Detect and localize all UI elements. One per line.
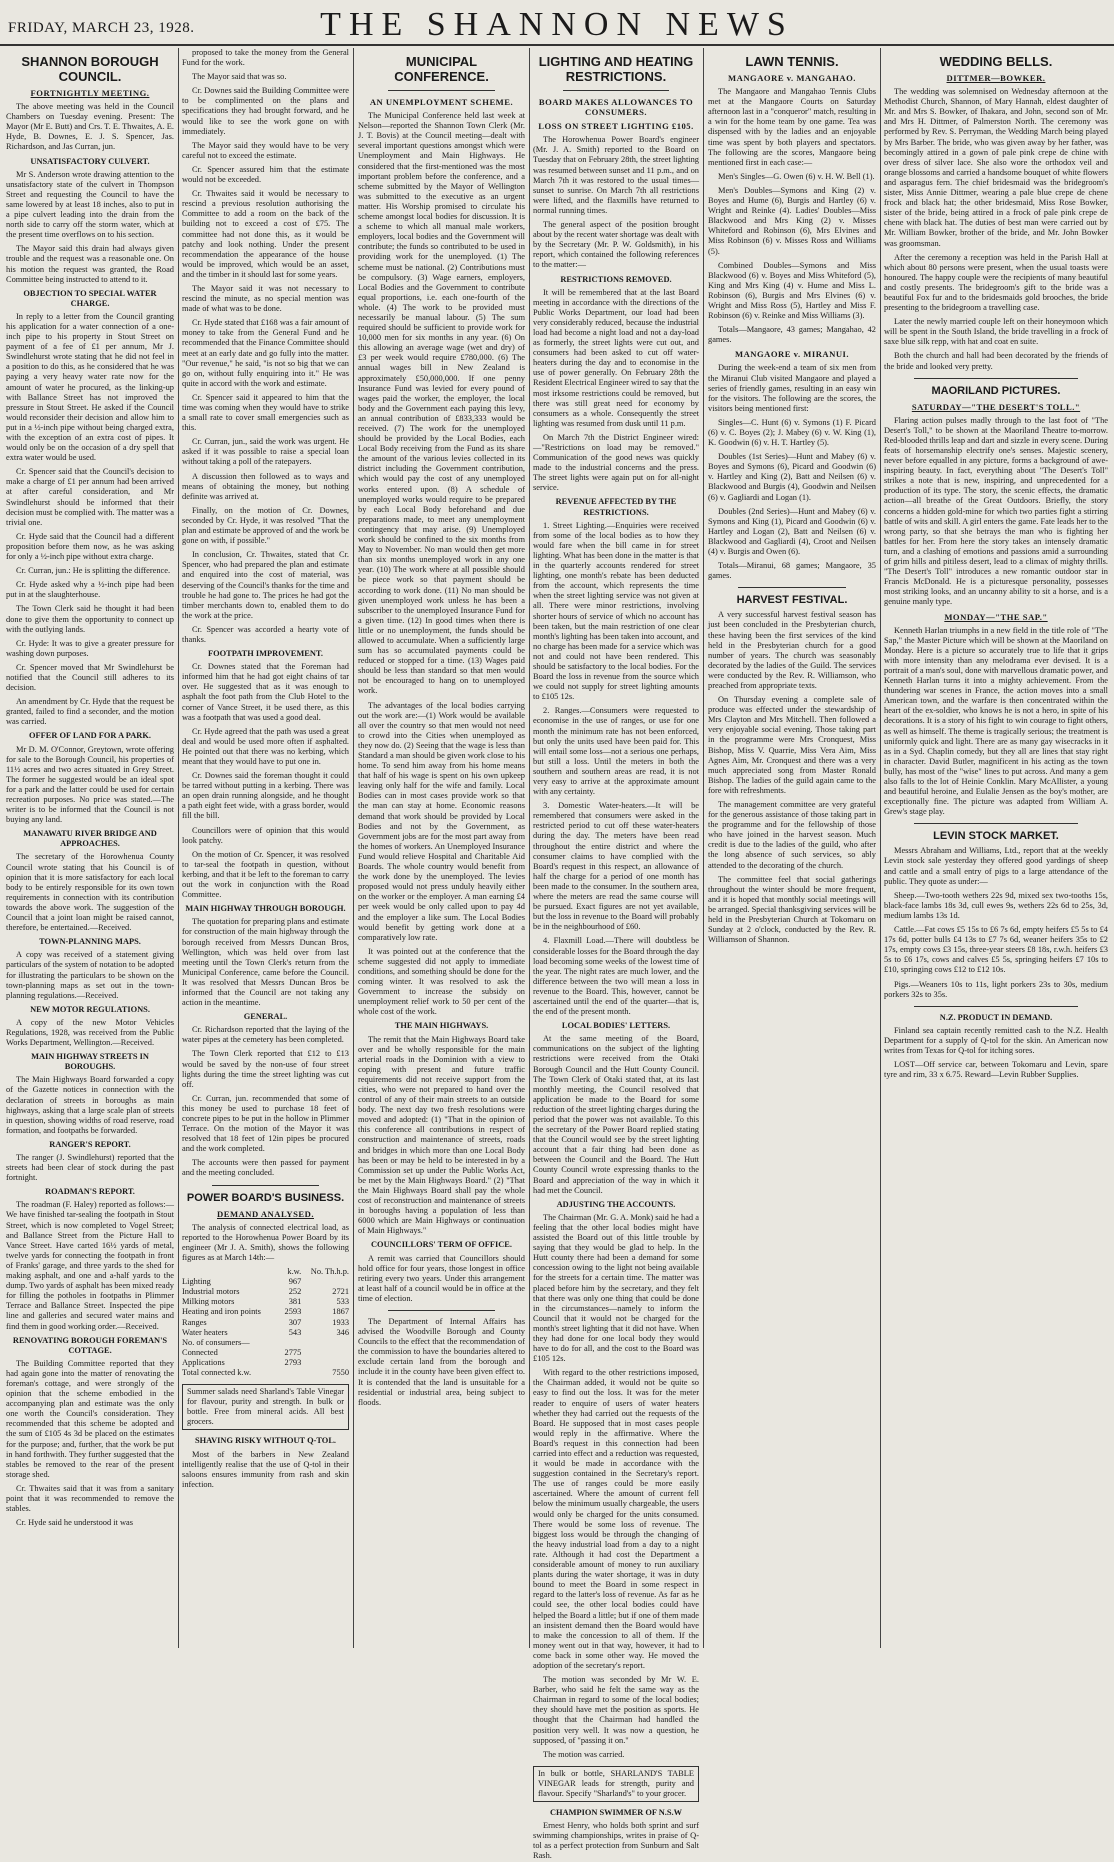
- article-subhead: LOSS ON STREET LIGHTING £105.: [538, 121, 694, 132]
- paragraph: Sheep.—Two-tooth wethers 22s 9d, mixed sex two-tooths 15s, black-face lambs 18s 3d, cull ewes 9s, wethers 22s 6d to 25s, 3d, medium lambs 13s 1d.: [884, 890, 1108, 920]
- paragraph: Totals—Mangaore, 43 games; Mangahao, 42 games.: [708, 325, 876, 345]
- paragraph: Mr D. M. O'Connor, Greytown, wrote offering for sale to the Borough Council, his properties of 11½ acres and two acres situated in Grey Street. The former he suggested would be an ideal spot for a park and the latter could be used for certain recreation purposes. No price was stated.—The writer is to be informed that the Council is not buying any land.: [6, 744, 174, 825]
- paragraph: Cr. Thwaites said it would be necessary to rescind a previous resolution authorising the Committee to add a room on the back of the building not to exceed a cost of £75. The committee had not done this, as it would be patchy and look nothing. Under the present recommendation the appearance of the house would be improved, which would be an asset, and the timber in it should last for some years.: [182, 189, 349, 279]
- paragraph: Cr. Downes stated that the Foreman had informed him that he had got eight chains of tar over. He suggested that as it was enough to asphalt the foot path from the Club Hotel to the corner of Vance Street, it be used there, as this was a footpath that was used a good deal.: [182, 662, 349, 722]
- paragraph: Kenneth Harlan triumphs in a new field in the title role of "The Sap," the Master Picture which will be shown at the Maoriland on Monday. Here is a picture so accurately true to life that it grips with more intensity than any melodrama ever devised. It is a portrait of a man's soul, done with marvellous dramatic power, and Kenneth Harlan turns it into a mighty achievement. From the thundering war scenes in France, the action moves into a small American town, and the warfare is then concentrated within the heart of the ex-soldier, who knows he is not a hero, in spite of his decorations. It is a story of his fight to win courage to fight others, as well as himself. The theme is tragically serious; the treatment is uniformly quick and light. There are as many gay wisecracks in it as in a Syd. Chaplin comedy, but they all are lines that stay right in character. David Butler, magnificent in his acting as the town bully, has most of the "wise" lines to put across. And many a gem also falls to the lot of Heinie Conklin. Mary McAllister, a young and beautiful heroine, and Eulalie Jensen as the boy's mother, are exceptionally fine. The picture was adapted from William A. Grew's stage play.: [884, 625, 1108, 817]
- paragraph: It was pointed out at the conference that the scheme suggested did not apply to immediate conditions, and something should be done for the coming winter. It was resolved to ask the Government to increase the subsidy on unemployment relief work to 50 per cent of the whole cost of the work.: [358, 946, 525, 1017]
- paragraph: During the week-end a team of six men from the Miranui Club visited Mangaore and played a series of friendly games, resulting in an easy win for the visitors. The following are the scores, the visitors being mentioned first:: [708, 363, 876, 413]
- divider: [914, 1006, 1078, 1007]
- paragraph: In reply to a letter from the Council granting his application for a water connection of a one-inch pipe to his property in Stout Street on payment of a fee of £1 per annum, Mr J. Swindlehurst wrote stating that he did not feel in a position to do this, as he considered that he was paying a very heavy water rate now for the amount of water he procured, as the linking-up with Ballance Street has not improved the pressure in Stout Street. He asked if the Council would reconsider their decision and allow him to put in a ½-inch pipe without being charged extra, with the exception of an extra cost of pipes. It would only be on the occasion of a dry spell that extra water would be used.: [6, 311, 174, 463]
- section-heading: NEW MOTOR REGULATIONS.: [30, 1004, 150, 1014]
- article-headline: POWER BOARD'S BUSINESS.: [186, 1191, 345, 1204]
- paragraph: Cr. Spencer said that the Council's decision to make a charge of £1 per annum had been arrived at after careful consideration, and Mr Swindlehurst should be informed that their decision must be complied with. The matter was a trivial one.: [6, 467, 175, 527]
- paragraph: Cr. Spencer moved that Mr Swindlehurst be notified that the Council still adheres to its decision.: [6, 662, 174, 693]
- table-row: [182, 1338, 349, 1348]
- paragraph: Cr. Hyde stated that £168 was a fair amount of money to take from the General Fund and he recommended that the Finance Committee should meet at an early date and go fully into the matter. "Our revenue," he said, "is not so big that we can go on, without fully enquiring into it." He was quite in accord with the work and estimate.: [182, 318, 349, 388]
- table-cell: [301, 1358, 349, 1368]
- paragraph: A discussion then followed as to ways and means of obtaining the money, but nothing definite was arrived at.: [182, 471, 349, 501]
- newspaper-title: THE SHANNON NEWS: [320, 6, 794, 43]
- divider: [563, 90, 669, 91]
- table-cell: Applications: [182, 1357, 225, 1367]
- section-heading: RANGER'S REPORT.: [49, 1139, 131, 1149]
- paragraph: Cr. Downes said the Building Committee were to be complimented on the plans and specifications they had brought forward, and he would like to see the work gone on with immediately.: [182, 86, 349, 136]
- table-cell: Total connected k.w.: [182, 1367, 252, 1377]
- paragraph: Cr. Hyde agreed that the path was used a great deal and would be used more often if asphalted. He pointed out that there was no kerbing, which meant that they would have to put one in.: [182, 726, 349, 766]
- paragraph: Cr. Curran, jun.: He is splitting the difference.: [16, 566, 171, 576]
- paragraph: Cr. Curran, jun., said the work was urgent. He asked if it was possible to raise a special loan without taking a poll of the ratepayers.: [182, 437, 349, 467]
- paragraph: Doubles (1st Series)—Hunt and Mabey (6) v. Boyes and Symons (6), Picard and Goodwin (6) v. Hartley and King (2), Batt and Neilsen (6) v. Blackwood and Burgis (4), Goodwin and Neilsen (6) v. Gagliardi and Logan (1).: [708, 452, 876, 502]
- paragraph: The Mayor said it was not necessary to rescind the minute, as no special mention was made of what was to be done.: [182, 283, 349, 314]
- section-heading: LOCAL BODIES' LETTERS.: [561, 1021, 671, 1031]
- paragraph: The secretary of the Horowhenua County Council wrote stating that his Council is of opinion that it is more satisfactory for each local body to be entirely responsible for its own town requirements in connection with its contribution towards the above work. The suggestion of the Council that a joint loan might be raised cannot, therefore, be entertained.—Received.: [6, 852, 174, 933]
- article-subhead: DITTMER—BOWKER.: [946, 73, 1046, 83]
- paragraph: The analysis of connected electrical load, as reported to the Horowhenua Power Board by its engineer (Mr J. A. Smith), shows the following figures as at March 14th:—: [182, 1222, 349, 1262]
- paragraph: Most of the barbers in New Zealand intelligently realise that the use of Q-tol in their saloons ensures immunity from rash and skin infection.: [182, 1449, 349, 1489]
- paragraph: A copy of the new Motor Vehicles Regulations, 1928, was received from the Public Works Department, Wellington.—Received.: [6, 1017, 174, 1048]
- paragraph: The Municipal Conference held last week at Nelson—reported the Shannon Town Clerk (Mr. J. T. Bovis) at the Council meeting—dealt with several important questions amongst which were Unemployment and Main Highways. He considered that the first-mentioned was the most important problem before the conference, and a scheme submitted by the Mayor of Wellington was submitted to the executive as an urgent matter. His Worship promised to circulate his scheme amongst local bodies for discussion. It is a scheme to which all manual male workers, employers, local bodies and the Government will contribute; the funds so contributed to be used in providing work for the unemployed. (1) The scheme must be national. (2) Contributions must be compulsory. (3) Wage earners, employers, Local Bodies and the Government to contribute equal proportions, i.e. each one-fourth of the whole. (4) The work to be provided must necessarily be manual labour. (5) The sum required should be sufficient to provide work for 10,000 men for six months in any year. (6) On this allowing an average wage (wet and dry) of £3 per week would require £780,000. (6) The annual wages bill in New Zealand is approximately £50,000,000. If one penny Insurance Fund was levied for every pound of wages paid the worker, the employer, the local body and the Government each paying this levy, an annual contribution of £833,333 would be received. (7) The work for the unemployed should be provided by the Local Bodies, each Local Body receiving from the Fund as its share the amount of the various levies collected in its district including the Government contribution, which would pay the cost of any unemployed works entered upon. (8) A schedule of unemployed works would require to be prepared by each Local Body beforehand and due preparations made, to meet any unemployment contingency that may arise. (9) Unemployed work should be confined to the six months from May to November. No man would then get more than six months unemployed work in any one year. (10) The work where at all possible should be piece work so that payment should be according to work done. (11) No man should be given unemployed work unless he has been a subscriber to the unemployed Insurance Fund for a given time. (12) In good times when there is little or no unemployment, the funds should be allowed to accumulate. When a sufficiently large sum has so accumulated payments could be reduced or stopped for a time. (13) Wages paid should be less than standard so that men would not be encouraged to hang on to unemployed work.: [358, 111, 525, 696]
- table-cell: 2793: [284, 1357, 302, 1367]
- table-cell: 543: [288, 1327, 302, 1337]
- issue-date: FRIDAY, MARCH 23, 1928.: [8, 20, 195, 36]
- article-headline: WEDDING BELLS.: [939, 54, 1053, 69]
- column-3: [358, 48, 525, 1646]
- table-cell: 967: [288, 1277, 302, 1287]
- table-cell: 381: [288, 1297, 302, 1307]
- section-heading: FOOTPATH IMPROVEMENT.: [208, 649, 323, 659]
- paragraph: The general aspect of the position brought about by the recent water shortage was dealt with by the Secretary (Mr. P. W. Goldsmith), in his report, which contained the following references to the matter:—: [533, 220, 699, 270]
- section-heading: CHAMPION SWIMMER OF N.S.W: [549, 1808, 683, 1818]
- section-heading: UNSATISFACTORY CULVERT.: [30, 156, 150, 166]
- paragraph: Finland sea captain recently remitted cash to the N.Z. Health Department for a supply of Q-tol for the skin. An American now writes from Texas for Q-tol for itching sores.: [884, 1025, 1108, 1055]
- table-cell: No. of consumers—: [182, 1337, 250, 1347]
- table-row: [182, 1277, 349, 1287]
- paragraph: Cr. Hyde: It was to give a greater pressure for washing down purposes.: [6, 638, 174, 658]
- table-cell: Heating and iron points: [182, 1307, 261, 1317]
- paragraph: Cr. Curran, jun. recommended that some of this money be used to purchase 18 feet of concrete pipes to be put in the hollow in Plimmer Terrace. On the motion of the Mayor it was resolved that 18 feet of 12in pipes be procured and the work completed.: [182, 1093, 349, 1154]
- paragraph: The Mayor said this drain had always given trouble and the request was a reasonable one. On his motion the request was granted, the Road Committee being instructed to attend to it.: [6, 244, 174, 284]
- paragraph: Ernest Henry, who holds both sprint and surf swimming championships, writes in praise of Q-tol as a perfect protection from Sunburn and Salt Rash.: [533, 1821, 699, 1861]
- paragraph: It will be remembered that at the last Board meeting in accordance with the directions of the Public Works Department, our load had been very considerably reduced, because the industrial load had become a night load and not a day-load as formerly, the street lights were cut out, and consumers had been asked to cut off water-heaters during the day and to economise in the use of power generally. On February 28th the Resident Electrical Engineer wired to say that the most irksome restrictions could be removed, but there was still great need for economy by consumers as a whole. Consequently the street lighting was resumed from dusk until 11 p.m.: [533, 287, 699, 428]
- article-headline: LEVIN STOCK MARKET.: [933, 830, 1059, 843]
- load-table: [182, 1267, 349, 1378]
- column-6: [884, 48, 1108, 1646]
- paragraph: The ranger (J. Swindlehurst) reported that the streets had been clear of stock during the past fortnight.: [6, 1153, 174, 1183]
- article-headline: LAWN TENNIS.: [745, 54, 839, 69]
- table-cell: [280, 1338, 301, 1348]
- article-subhead: MANGAORE v. MIRANUI.: [734, 349, 850, 360]
- paragraph: 2. Ranges.—Consumers were requested to economise in the use of ranges, or use for one month the minimum rate has not been enforced, but only the units used have been paid for. This will entail some loss—not a serious one perhaps, but still a loss. Until the meters in both the southern and southern areas are read, it is not very easy to arrive at the approximate amount with any certainty.: [533, 706, 699, 797]
- paragraph: A remit was carried that Councillors should hold office for four years, those longest in office retiring every two years. Under this arrangement at least half of a council would be in office at the time of election.: [358, 1253, 525, 1303]
- paragraph: Cr. Spencer was accorded a hearty vote of thanks.: [182, 624, 349, 644]
- table-row: [182, 1358, 349, 1368]
- section-heading: MAIN HIGHWAY THROUGH BOROUGH.: [185, 904, 346, 914]
- paragraph: proposed to take the money from the General Fund for the work.: [182, 48, 349, 68]
- masthead: [0, 0, 1114, 46]
- article-subhead: BOARD MAKES ALLOWANCES TO CONSUMERS.: [538, 97, 694, 118]
- table-cell: 2721: [332, 1287, 349, 1297]
- paragraph: The above meeting was held in the Council Chambers on Tuesday evening. Present: The Mayor (Mr E. Butt) and Crs. T. E. Thwaites, A. E. Hyde, B. Downes, E. J. S. Spencer, Jas. Richardson, and Jas Curran, jun.: [6, 102, 174, 152]
- section-heading: SHAVING RISKY WITHOUT Q-TOL.: [194, 1436, 337, 1446]
- section-heading: THE MAIN HIGHWAYS.: [394, 1021, 489, 1031]
- paragraph: Finally, on the motion of Cr. Downes, seconded by Cr. Hyde, it was resolved "That the plan and estimate be approved of and the work be gone on with, if possible.": [182, 505, 349, 546]
- table-cell: 1933: [332, 1317, 349, 1327]
- table-header-row: [182, 1267, 349, 1277]
- table-cell: 2775: [284, 1347, 302, 1357]
- divider: [388, 90, 495, 91]
- divider: [914, 378, 1078, 379]
- table-cell: [301, 1338, 349, 1348]
- divider: [212, 1185, 319, 1186]
- table-cell: 533: [336, 1297, 349, 1307]
- paragraph: On March 7th the District Engineer wired:—"Restrictions on load may be removed." Communication of the good news was quickly made to the industrial concerns and the press. The street lights were again put on for all-night service.: [533, 432, 699, 493]
- paragraph: The Main Highways Board forwarded a copy of the Gazette notices in connection with the declaration of streets in boroughs as main highways, asking that a large scale plan of streets in question, showing widths of road reserve, road formation, and footpaths be forwarded.: [6, 1075, 174, 1135]
- column-4: [533, 48, 699, 1861]
- divider: [914, 823, 1078, 824]
- section-heading: N.Z. PRODUCT IN DEMAND.: [939, 1012, 1053, 1022]
- paragraph: The remit that the Main Highways Board take over and be wholly responsible for the main arterial roads in the Dominion with a view to coping with present and future traffic requirements did not receive support from the cities, who were not prepared to hand over the control of any of their main streets to an outside body. The next day two fresh resolutions were moved and adopted: (1) "That in the opinion of this conference all contributions in respect of construction and maintenance of streets, roads and bridges in which more than one Local Body has been or may be held to be interested in by a Commission set up under the Public Works Act, be met by the Main Highways Board." (2) "That the Main Highways Board shall pay the whole cost of reconstruction and maintenance of streets in boroughs having a population of less than 6000 which are Main Highways or continuation of Main Highways.": [358, 1034, 525, 1236]
- paragraph: Cattle.—Fat cows £5 15s to £6 7s 6d, empty heifers £5 5s to £4 17s 6d, potter bulls £4 13s to £7 7s 6d, weaner heifers 35s to £2 17s, empty cows £3 15s, three-year steers £8 18s, r.w.h. heifers £3 5s to £6 17s, cows and calves £5 5s, springing heifers £7 10s to £10, springing cows £12 to £12 10s.: [884, 925, 1108, 975]
- article-subhead: SATURDAY—"THE DESERT'S TOLL.": [911, 401, 1081, 412]
- section-heading: ADJUSTING THE ACCOUNTS.: [556, 1199, 676, 1209]
- paragraph: A copy was received of a statement giving particulars of the system of notation to be adopted for illustrating the particulars to be shown on the town-planning maps as set out in the town-planning regulations.—Received.: [6, 950, 174, 1000]
- paragraph: The management committee are very grateful for the generous assistance of those taking part in the programme and for the fellowship of those who have joined in the harvest season. Much credit is due to the ladies of the guild, who after the long absence of such services, so ably attended to the decorating of the church.: [708, 800, 876, 870]
- paragraph: Mr S. Anderson wrote drawing attention to the unsatisfactory state of the culvert in Thompson Street and requesting the Council to have the same lowered by at least 18 inches, also to put in a pipe culvert leading into the drain from the north side to carry off the storm water, which at the present time overflows on to his section.: [6, 169, 174, 240]
- table-cell: 2593: [284, 1307, 302, 1317]
- table-row: [182, 1297, 349, 1307]
- column-rule: [529, 48, 530, 1648]
- article-headline: HARVEST FESTIVAL.: [736, 594, 848, 607]
- paragraph: A very successful harvest festival season has just been concluded in the Presbyterian church, these having been the first services of the kind held in the Presbyterian church for a good number of years. The church was seasonably decorated by the ladies of the Guild. The services were conducted by the Rev. R. Williamson, who preached from appropriate texts.: [708, 610, 876, 690]
- classified-ad: LOST—Off service car, between Tokomaru and Levin, spare tyre and rim, 33 x 6.75. Reward—Levin Rubber Supplies.: [884, 1060, 1108, 1080]
- article-headline: LIGHTING AND HEATING RESTRICTIONS.: [538, 54, 694, 84]
- paragraph: The Horowhenua Power Board's engineer (Mr. J. A. Smith) reported to the Board on Tuesday that on February 28th, the street lighting was resumed between sunset and 11 p.m., and on March 7th it was restored to the usual times—sunset to sunrise. On March 7th all restrictions were lifted, and the flaxmills have returned to normal running times.: [533, 135, 699, 215]
- paragraph: Cr. Downes said the foreman thought it could be tarred without putting in a kerbing. There was an open drain running alongside, and he thought a path eight feet wide, with a grass border, would fill the bill.: [182, 771, 349, 821]
- column-1: [6, 48, 174, 1646]
- article-subhead: DEMAND ANALYSED.: [217, 1208, 314, 1219]
- paragraph: The Chairman (Mr. G. A. Monk) said he had a feeling that the other local bodies might have assisted the Board out of this little trouble by saying that they would be glad to help. In the Hutt county there had been a demand for some concession owing to the light not being available for the streets for a certain time. The matter was placed before him by the secretary, and they felt that there was only one thing that could be done in the circumstances—namely to inform the Council that it would not be charged for the month's street lighting that it did not have. When they had done for one local body they would have to do for all, and the cost to the Board was £105 12s.: [533, 1212, 699, 1364]
- paragraph: Cr. Hyde said he understood it was: [16, 1518, 133, 1528]
- table-cell: Industrial motors: [182, 1287, 240, 1297]
- table-cell: [301, 1277, 349, 1287]
- paragraph: Cr. Hyde asked why a ½-inch pipe had been put in at the slaughterhouse.: [6, 580, 174, 600]
- column-rule: [353, 48, 354, 1648]
- advertisement: Summer salads need Sharland's Table Vinegar for flavour, purity and strength. In bulk or bottle. Free from mineral acids. All best grocers.: [182, 1384, 349, 1430]
- advertisement: In bulk or bottle, SHARLAND'S TABLE VINEGAR leads for strength, purity and flavour. Specify "Sharland's" to your grocer.: [533, 1766, 699, 1802]
- paragraph: The roadman (F. Haley) reported as follows:—We have finished tar-sealing the footpath in Stout Street, which is now completed to Vogel Street; and Ballance Street from the Picture Hall to Vance Street. Have carted 16½ yards of metal, twelve yards for connecting the footpath in front of Franks' garage, and three yards to the shed for making asphalt, and one and a-half yards to the dump. Two yards of asphalt has been mixed ready for filling the potholes in footpaths in Plimmer Terrace and Ballance Street. Inspected the pipe line and galleries and secured water mains and find them in good working order.—Received.: [6, 1200, 174, 1331]
- table-row: [182, 1318, 349, 1328]
- paragraph: 1. Street Lighting.—Enquiries were received from some of the local bodies as to how they would fare when the bill came in for street lighting. What has been done in the matter is that in the quarterly accounts rendered for street lighting, one month's rebate has been deducted from the account, which represents the time when the street lighting service was not given at all. There were minor restrictions, involving shorter hours of service of which no account has been taken, but the main restriction of one clear month's lighting has been taken into account, and no charge has been made for a service which was not and could not have been rendered. This should be satisfactory to the local bodies. For the Board the loss in revenue from the source which we could not supply for street lighting amounts to £105 12s.: [533, 520, 699, 702]
- paragraph: The Town Clerk said he thought it had been done to give them the opportunity to connect up with the outlying lands.: [6, 604, 174, 634]
- paragraph: In conclusion, Cr. Thwaites, stated that Cr. Spencer, who had prepared the plan and estimate and enquired into the cost of material, was deserving of the Council's thanks for the time and trouble he had gone to. The prices he had got the timber merchants down to, enabled them to do the work at the price.: [182, 550, 349, 620]
- table-row: [182, 1307, 349, 1317]
- column-rule: [178, 48, 179, 1648]
- paragraph: The committee feel that social gatherings throughout the winter should be more frequent, and it is hoped that monthly social meetings will be arranged. Special thanksgiving services will be held in the Presbyterian Church at Tokomaru on Sunday at 2 o'clock, conducted by the Rev. R. Williamson of Shannon.: [708, 874, 876, 945]
- section-heading: ROADMAN'S REPORT.: [45, 1187, 135, 1197]
- paragraph: The Mayor said they would have to be very careful not to exceed the estimate.: [182, 140, 349, 160]
- paragraph: Totals—Miranui, 68 games; Mangaore, 35 games.: [708, 561, 876, 581]
- paragraph: 3. Domestic Water-heaters.—It will be remembered that consumers were asked in the restricted period to cut off these water-heaters during the day. The meters have been read throughout the entire district and where the consumer claims to have complied with the Board's request in this respect, an allowance of half the charge for a period of one month has been made to the consumer. In the southern area, where the meters are read the same course will be pursued. Exact figures are not yet available, but the loss in revenue to the Board will probably be in the neighbourhood of £60.: [533, 801, 699, 932]
- article-subhead: MANGAORE v. MANGAHAO.: [728, 73, 856, 83]
- section-heading: GENERAL.: [243, 1012, 288, 1022]
- table-cell: Lighting: [182, 1277, 211, 1287]
- paragraph: The motion was carried.: [543, 1749, 625, 1759]
- table-cell: 7550: [332, 1367, 349, 1377]
- paragraph: The wedding was solemnised on Wednesday afternoon at the Methodist Church, Shannon, of Mary Hannah, eldest daughter of Mr. and Mrs S. Bowker, of Ihakara, and John, second son of Mr. and Mrs H. Dittmer, of Palmerston North. The ceremony was performed by Rev. S. Perryman, the Wedding March being played by Mrs Barber. The bride, who was given away by her father, was becomingly attired in a gown of pale pink crepe de chine with over dress of silver lace. She also wore the orthodox veil and orange blossoms and carried a handsome bouquet of white flowers and asparagus fern. The chief bridesmaid was the bridegroom's sister, Miss Annie Dittmer, wearing a pale blue crepe de chene frock and black hat; the other bridesmaid, Miss Rose Bowker, sister of the bride, being attired in a frock of pale pink crepe de chene with black hat. The duties of best man were carried out by Mr. William Bowker, brother of the bride, and Mr. John Bowker was groomsman.: [884, 87, 1108, 248]
- paragraph: Pigs.—Weaners 10s to 11s, light porkers 23s to 30s, medium porkers 32s to 35s.: [884, 979, 1108, 999]
- paragraph: After the ceremony a reception was held in the Parish Hall at which about 80 persons were present, when the usual toasts were honoured. The happy couple were the recipients of many beautiful and costly presents. The bridegroom's gift to the bride was a beautiful Fox fur and to the bridesmaids gold brooches, the bride presenting to the bridegroom a travelling case.: [884, 252, 1108, 313]
- section-heading: OBJECTION TO SPECIAL WATER CHARGE.: [23, 288, 157, 308]
- paragraph: An amendment by Cr. Hyde that the request be granted, failed to find a seconder, and the motion was carried.: [6, 697, 174, 727]
- section-heading: MANAWATU RIVER BRIDGE AND APPROACHES.: [23, 829, 157, 849]
- section-heading: MAIN HIGHWAY STREETS IN BOROUGHS.: [31, 1052, 149, 1072]
- section-heading: TOWN-PLANNING MAPS.: [39, 937, 141, 947]
- paragraph: Men's Singles—G. Owen (6) v. H. W. Bell (1).: [718, 171, 875, 181]
- article-subhead: MONDAY—"THE SAP.": [944, 611, 1048, 622]
- paragraph: Cr. Spencer assured him that the estimate would not be exceeded.: [182, 164, 349, 185]
- paragraph: The accounts were then passed for payment and the meeting concluded.: [182, 1158, 349, 1178]
- article-subhead: AN UNEMPLOYMENT SCHEME.: [369, 97, 514, 107]
- table-cell: 252: [288, 1287, 302, 1297]
- section-heading: COUNCILLORS' TERM OF OFFICE.: [371, 1240, 512, 1250]
- table-cell: Ranges: [182, 1317, 207, 1327]
- table-cell: 307: [288, 1317, 302, 1327]
- paragraph: The advantages of the local bodies carrying out the work are:—(1) Work would be available all over the country so that men would not need to crowd into the Cities when unemployed as they now do. (2) Seeing that the wage is less than Standard a man should be given work close to his home. To send him away from his home means that half of his wage is spent on his own upkeep leaving only half for the wife and family. Local Bodies can in most cases provide work so that the man can stay at home. Economic reasons demand that work should be provided by Local Bodies and not by the Government, as Government jobs are for the most part away from the homes of workers. An Unemployed Insurance Fund would relieve Hospital and Charitable Aid Boards. The whole country would benefit from the work done by the unemployed. The levies proposed would not press unduly heavily either on the worker or the employer. A man earning £4 per week would be only called upon to pay 4d and the employer a like sum. The Local Bodies would benefit by getting work done at a comparatively low rate.: [358, 700, 525, 942]
- paragraph: 4. Flaxmill Load.—There will doubtless be considerable losses for the Board through the day load becoming some weeks of the lowest time of the year. The night rates are much lower, and the difference between the two will mean a loss in revenue to the Board. This, however, cannot be ascertained until the end of the quarter—that is, the end of the present month.: [533, 936, 699, 1017]
- paragraph: The Mayor said that was so.: [192, 72, 287, 82]
- table-cell: 1867: [332, 1307, 349, 1317]
- paragraph: Later the newly married couple left on their honeymoon which will be spent in the South Island, the bride travelling in a frock of saxe blue silk repp, with hat and coat en suite.: [884, 317, 1108, 347]
- article-subhead: FORTNIGHTLY MEETING.: [30, 88, 150, 98]
- paragraph: The Building Committee reported that they had again gone into the matter of renovating the foreman's cottage, and were strongly of the opinion that the scheme embodied in the accompanying plan and estimate was the only one worth the Council's consideration. They recommended that this scheme be adopted and the sum of £105 4s 3d be placed on the estimates for the purpose; and, further, that the work be put in hand forthwith. They further suggested that the stables be removed to the rear of the present storage shed.: [6, 1358, 174, 1479]
- column-2: [182, 48, 349, 1646]
- paragraph: The Town Clerk reported that £12 to £13 would be saved by the non-use of four street lights during the time the street lighting was cut off.: [182, 1049, 349, 1089]
- table-cell: [301, 1348, 349, 1358]
- column-rule: [880, 48, 881, 1648]
- paragraph: On the motion of Cr. Spencer, it was resolved to tar-seal the footpath in question, without kerbing, and that it be left to the foreman to carry out the work in conjunction with the Road Committee.: [182, 849, 349, 900]
- paragraph: Singles—C. Hunt (6) v. Symons (1) F. Picard (6) v. C. Boyes (2); J. Mabey (6) v. W. King (1), K. Goodwin (6) v. H. T. Hartley (5).: [708, 417, 876, 448]
- section-heading: RESTRICTIONS REMOVED.: [560, 274, 672, 284]
- paragraph: On Thursday evening a complete sale of produce was effected under the stewardship of Mrs Clayton and Mrs Mitchell. Then followed a very enjoyable social evening. Those taking part in the programme were Mrs Cronquest, Miss Bishop, Miss V. Quarrie, Miss Vera Aim, Miss Agnes Aim, Mr. Cronquest and there was a very much appreciated song from Master Ronald Bishop. The ladies of the guild again came to the fore with refreshments.: [708, 695, 876, 795]
- table-header-cell: No. Th.h.p.: [310, 1267, 349, 1277]
- column-5: [708, 48, 876, 1646]
- table-row: [182, 1287, 349, 1297]
- table-cell: Water heaters: [182, 1327, 228, 1337]
- divider: [388, 1310, 495, 1311]
- paragraph: Councillors were of opinion that this would look patchy.: [182, 825, 349, 845]
- paragraph: Messrs Abraham and Williams, Ltd., report that at the weekly Levin stock sale yesterday they offered good yardings of sheep and cattle and a small entry of pigs to a large attendance of the public. They quote as under:—: [884, 846, 1108, 886]
- paragraph: Both the church and hall had been decorated by the friends of the bride and looked very pretty.: [884, 351, 1108, 371]
- paragraph: At the same meeting of the Board, communications on the subject of the lighting restrictions were received from the Otaki Borough Council and the Hutt County Council. The Town Clerk of Otaki stated that, at its last monthly meeting, the Council resolved that application be made to the Board for some reduction of the street lighting charges during the period that the power was not available. To this the secretary of the Power Board replied stating that the Council would see by the street lighting account that a fair thing had been done as between the Council and the Board. The Hutt County Council wrote expressing thanks to the Board and appreciation of the way in which it had met the Council.: [533, 1034, 699, 1195]
- table-cell: [280, 1368, 301, 1378]
- column-rule: [703, 48, 704, 1648]
- paragraph: Flaring action pulses madly through to the last foot of "The Desert's Toll," to be shown at the Maoriland Theatre to-morrow. Red-blooded thrills leap and dart and sizzle in every scene. During feats of horsemanship electrify one's senses. Majestic scenery, never before equalled in any picture, forms a background of awe-inspiring beauty. In fact, everything about "The Desert's Toll" strikes a note that is new, inspiring, and unprecedented for a production of its type. The story, the scenic effects, the dramatic action—all breathe of the Great Outdoors. Briefly, the story concerns a hidden gold-mine for which two parties fight a stirring battle of wits and skill. A girl enters the game. Fate leads her to the wrong party, so that she betrays the man who is fighting her battles for her. From here the story takes an intensely dramatic turn, and a clashing of emotions and passions amid a surrounding of grim hills and pitiless desert, lead to a climax of mighty thrills. "The Desert's Toll" introduces a new romantic outdoor star in Francis McDonald. He is a picturesque personality, possesses most striking looks, and an uncanny ability to sit a horse, and is a genuine manly type.: [884, 415, 1108, 607]
- section-heading: REVENUE AFFECTED BY THE RESTRICTIONS.: [555, 497, 677, 517]
- paragraph: Cr. Hyde said that the Council had a different proposition before them now, as he was asking for only a ½-inch pipe without extra charge.: [6, 531, 174, 562]
- article-headline: MUNICIPAL CONFERENCE.: [394, 54, 489, 84]
- paragraph: The motion was seconded by Mr W. E. Barber, who said he felt the same way as the Chairman in regard to some of the local bodies; they should have met the position as sports. He thought that the Chairman had handled the position very well. It was now a question, he supposed, of "passing it on.": [533, 1675, 699, 1745]
- table-cell: Connected: [182, 1347, 218, 1357]
- section-heading: OFFER OF LAND FOR A PARK.: [29, 731, 151, 741]
- paragraph: Cr. Spencer said it appeared to him that the time was coming when they would have to strike a small rate to cover small emergencies such as this.: [182, 392, 349, 433]
- section-heading: RENOVATING BOROUGH FOREMAN'S COTTAGE.: [12, 1335, 168, 1355]
- paragraph: The quotation for preparing plans and estimate for construction of the main highway through the borough received from Messrs Duncan Bros, Wellington, which was held over from last meeting until the Town Clerk's return from the Municipal Conference, came before the Council. It was resolved that Messrs Duncan Bros be informed that the Council are not taking any action in the meantime.: [182, 917, 349, 1008]
- paragraph: Cr. Richardson reported that the laying of the water pipes at the cemetery has been completed.: [182, 1025, 349, 1045]
- paragraph: With regard to the other restrictions imposed, the Chairman added, it would not be quite so easy to find out the loss. It was for the meter reader to enquire of users of water heaters whether they had carried out the requests of the Board. He supposed that in most cases people would reply in the affirmative. Where the Board's request in this connection had been carried into effect and a reduction was requested, it would be made in accordance with the suggestion contained in the Secretary's report. The use of ranges could be more easily ascertained. Where the amount of current fell below the minimum usually chargeable, the users would only be charged for the units consumed. There would be some loss of revenue. The biggest loss would be through the changing of the heavy industrial load from a day to a night rate. Although it had cost the Department a considerable amount of money to run auxiliary plants during the water shortage, it was in duty bound to meet the Board in some respect in regard to the latter's loss of revenue. As far as he could see, the other local bodies could have helped the Board a little; but if one of them made an insistent demand then the Board would have to make the concession to all of them. If the money went out in that way, however, it had to come back in some other way. He moved the adoption of the secretary's report.: [533, 1368, 699, 1670]
- table-row: [182, 1368, 349, 1378]
- table-row: [182, 1328, 349, 1338]
- divider: [738, 587, 846, 588]
- article-headline: SHANNON BOROUGH COUNCIL.: [21, 54, 159, 84]
- table-header-cell: k.w.: [287, 1267, 302, 1277]
- paragraph: Cr. Thwaites said that it was from a sanitary point that it was recommended to remove the stables.: [6, 1483, 174, 1514]
- table-row: [182, 1348, 349, 1358]
- paragraph: Doubles (2nd Series)—Hunt and Mabey (6) v. Symons and King (1), Picard and Goodwin (6) v. Hartley and Logan (2), Batt and Neilsen (6) v. Blackwood and Gagliardi (4), Croot and Neilsen (4) v. Burgis and Owen (6).: [708, 506, 876, 557]
- paragraph: The Mangaore and Mangahao Tennis Clubs met at the Mangaore Courts on Saturday afternoon last in a "conqueror" match, resulting in a win for the home team by one game. Tea was dispensed with by the ladies and an enjoyable time was spent by both players and spectators. The following are the scores, Mangaore being mentioned first in each case:—: [708, 87, 876, 167]
- article-headline: MAORILAND PICTURES.: [931, 384, 1061, 397]
- paragraph: The Department of Internal Affairs has advised the Woodville Borough and County Councils to the effect that the recommendation of the commission to have the boundaries altered to exclude certain land from the borough and include it in the county have been given effect to. It is contended that the land is unsuitable for a residential or industrial area, being subject to floods.: [358, 1316, 525, 1407]
- paragraph: Combined Doubles—Symons and Miss Blackwood (6) v. Boyes and Miss Whiteford (5), King and Mrs King (4) v. Hume and Miss L. Robinson (6), Burgis and Mrs Elvines (6) v. Wright and Miss Ross (5), Hartley and Miss F. Robinson (6) v. Reinke and Miss Williams (3).: [708, 260, 876, 321]
- table-cell: Milking motors: [182, 1297, 235, 1307]
- paragraph: Men's Doubles—Symons and King (2) v. Boyes and Hume (6), Burgis and Hartley (6) v. Wright and Reinke (4). Ladies' Doubles—Miss Blackwood and Mrs King (2) v. Misses Whiteford and Robinson (6), Mrs Elvines and Miss Robinson (6) v. Misses Ross and Williams (5).: [708, 185, 876, 256]
- table-cell: 346: [336, 1327, 349, 1337]
